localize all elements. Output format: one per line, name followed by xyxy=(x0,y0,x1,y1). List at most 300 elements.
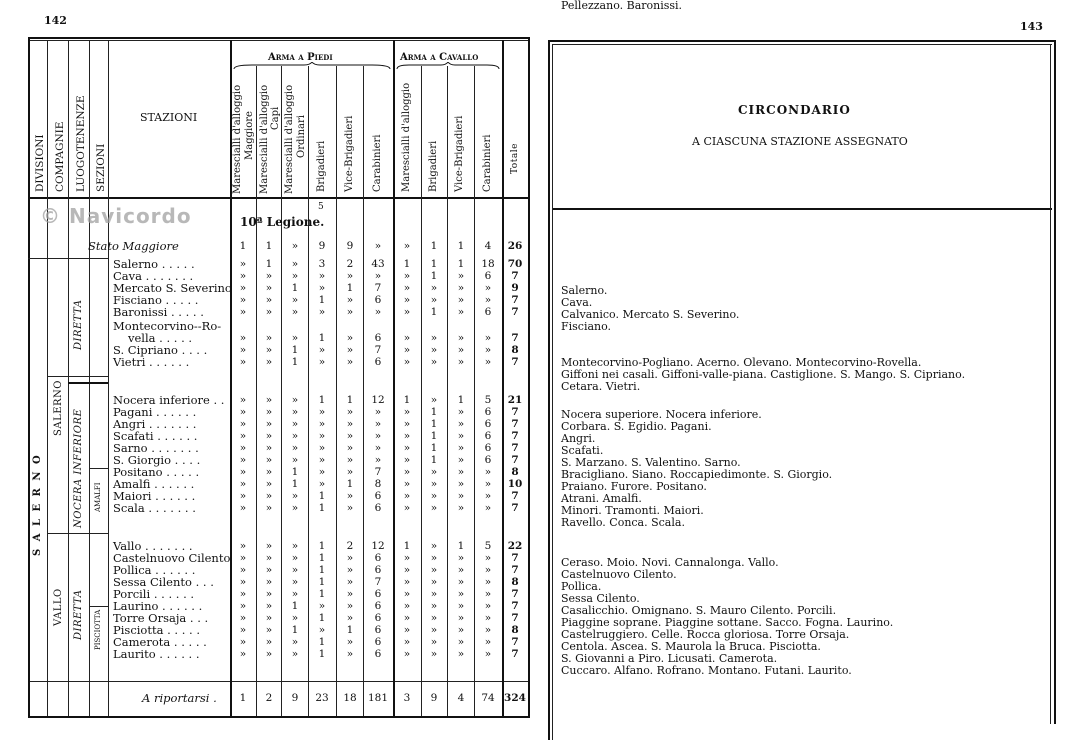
table-cell: » xyxy=(403,294,411,306)
table-cell: » xyxy=(318,344,326,356)
table-cell: 7 xyxy=(511,418,519,430)
table-cell: » xyxy=(430,648,438,660)
table-cell: 8 xyxy=(511,344,519,356)
table-cell: 1 xyxy=(346,478,354,490)
table-cell: » xyxy=(291,418,299,430)
table-cell: » xyxy=(457,466,465,478)
circondario-entry: Ceraso. Moio. Novi. Cannalonga. Vallo. xyxy=(561,556,779,569)
station-name: Positano . . . . . xyxy=(113,465,200,479)
table-cell: » xyxy=(318,442,326,454)
table-cell: 6 xyxy=(484,406,492,418)
table-cell: 2 xyxy=(265,692,273,704)
table-cell: 1 xyxy=(291,282,299,294)
col-header-mar-ord: Marescialli d'alloggio xyxy=(284,84,295,194)
table-cell: » xyxy=(346,356,354,368)
table-cell: » xyxy=(457,576,465,588)
table-cell: 8 xyxy=(511,466,519,478)
table-cell: » xyxy=(291,430,299,442)
table-cell: 6 xyxy=(374,356,382,368)
table-cell: 6 xyxy=(374,624,382,636)
table-cell: » xyxy=(318,454,326,466)
table-cell: 6 xyxy=(374,490,382,502)
table-cell: » xyxy=(291,576,299,588)
table-cell: » xyxy=(484,564,492,576)
station-name: Torre Orsaja . . . xyxy=(113,611,209,625)
station-name: Porcili . . . . . . xyxy=(113,587,195,601)
table-cell: 1 xyxy=(318,588,326,600)
table-cell: 70 xyxy=(507,258,523,270)
table-cell: » xyxy=(346,332,354,344)
header-arma-cavallo: Arma a Cavallo xyxy=(400,52,479,63)
table-cell: » xyxy=(291,490,299,502)
table-cell: » xyxy=(265,552,273,564)
table-cell: 7 xyxy=(511,270,519,282)
table-cell: » xyxy=(346,564,354,576)
table-cell: 1 xyxy=(430,240,438,252)
circondario-entry: Ravello. Conca. Scala. xyxy=(561,516,685,529)
table-cell: » xyxy=(239,258,247,270)
table-cell: 1 xyxy=(318,394,326,406)
col-header-totale: Totale xyxy=(510,143,520,174)
table-cell: » xyxy=(403,418,411,430)
col-header-vbrig: Vice-Brigadieri xyxy=(344,115,355,192)
circondario-entry: Piaggine soprane. Piaggine sottane. Sacco. Fogna. Laurino. xyxy=(561,616,894,629)
table-cell: » xyxy=(403,552,411,564)
table-cell: 8 xyxy=(374,478,382,490)
table-cell: » xyxy=(265,406,273,418)
table-cell: 12 xyxy=(371,540,385,552)
group-luog-diretta-2: DIRETTA xyxy=(73,589,84,640)
table-cell: 26 xyxy=(507,240,523,252)
table-cell: » xyxy=(291,332,299,344)
table-cell: » xyxy=(318,356,326,368)
table-cell: 1 xyxy=(265,258,273,270)
table-cell: 6 xyxy=(374,552,382,564)
circondario-entry: Castelruggiero. Celle. Rocca gloriosa. Torre Orsaja. xyxy=(561,628,850,641)
table-cell: » xyxy=(457,624,465,636)
table-cell: » xyxy=(265,454,273,466)
circondario-entry: S. Marzano. S. Valentino. Sarno. xyxy=(561,456,741,469)
table-cell: 4 xyxy=(484,240,492,252)
table-cell: » xyxy=(346,466,354,478)
table-cell: » xyxy=(265,306,273,318)
table-cell: » xyxy=(374,442,382,454)
table-cell: » xyxy=(403,332,411,344)
table-cell: » xyxy=(457,332,465,344)
circondario-entry: Cuccaro. Alfano. Rofrano. Montano. Futani. Laurito. xyxy=(561,664,852,677)
table-cell: » xyxy=(346,502,354,514)
table-cell: 7 xyxy=(374,282,382,294)
table-cell: » xyxy=(430,576,438,588)
table-cell: » xyxy=(265,270,273,282)
table-cell: 23 xyxy=(315,692,329,704)
table-cell: 9 xyxy=(346,240,354,252)
circondario-entry: Minori. Tramonti. Maiori. xyxy=(561,504,704,517)
table-cell: 1 xyxy=(318,294,326,306)
table-cell: 5 xyxy=(484,394,492,406)
table-cell: 7 xyxy=(511,332,519,344)
circondario-entry: Castelnuovo Cilento. xyxy=(561,568,677,581)
table-cell: » xyxy=(430,502,438,514)
table-cell: 1 xyxy=(403,394,411,406)
table-cell: » xyxy=(484,552,492,564)
table-cell: 9 xyxy=(430,692,438,704)
group-company-salerno: SALERNO xyxy=(53,380,64,436)
table-cell: 1 xyxy=(318,540,326,552)
table-cell: » xyxy=(239,270,247,282)
table-cell: 7 xyxy=(511,356,519,368)
table-cell: 6 xyxy=(374,564,382,576)
circondario-entry: Salerno. xyxy=(561,284,608,297)
station-name: Laurino . . . . . . xyxy=(113,599,203,613)
station-name: Amalfi . . . . . . xyxy=(113,477,195,491)
table-cell: 1 xyxy=(291,624,299,636)
table-cell: 1 xyxy=(239,240,247,252)
table-cell: » xyxy=(374,306,382,318)
table-cell: 1 xyxy=(430,454,438,466)
table-cell: » xyxy=(318,466,326,478)
table-cell: 1 xyxy=(291,344,299,356)
table-cell: » xyxy=(430,564,438,576)
table-cell: » xyxy=(239,624,247,636)
circondario-entry: Atrani. Amalfi. xyxy=(561,492,642,505)
table-cell: » xyxy=(457,430,465,442)
table-cell: » xyxy=(318,406,326,418)
table-cell: » xyxy=(430,466,438,478)
station-name: Mercato S. Severino xyxy=(113,281,232,295)
table-cell: » xyxy=(457,648,465,660)
table-cell: » xyxy=(265,418,273,430)
table-cell: 9 xyxy=(511,282,519,294)
table-cell: » xyxy=(484,282,492,294)
table-cell: » xyxy=(239,454,247,466)
table-cell: » xyxy=(484,478,492,490)
table-cell: » xyxy=(430,636,438,648)
station-name: Camerota . . . . . xyxy=(113,635,207,649)
table-cell: » xyxy=(265,624,273,636)
group-luog-nocera: NOCERA INFERIORE xyxy=(73,408,84,528)
table-cell: » xyxy=(239,306,247,318)
table-cell: » xyxy=(457,282,465,294)
table-cell: » xyxy=(484,576,492,588)
table-cell: » xyxy=(318,430,326,442)
table-cell: » xyxy=(265,394,273,406)
table-cell: » xyxy=(318,418,326,430)
table-cell: » xyxy=(291,454,299,466)
table-cell: » xyxy=(457,612,465,624)
table-cell: 7 xyxy=(511,612,519,624)
table-cell: » xyxy=(403,306,411,318)
table-cell: 6 xyxy=(484,454,492,466)
table-cell: 1 xyxy=(430,258,438,270)
table-cell: » xyxy=(346,344,354,356)
table-cell: » xyxy=(265,490,273,502)
group-luog-diretta-1: DIRETTA xyxy=(73,299,84,350)
table-cell: » xyxy=(457,294,465,306)
table-cell: » xyxy=(457,454,465,466)
table-cell: 6 xyxy=(374,294,382,306)
table-cell: » xyxy=(430,540,438,552)
table-cell: » xyxy=(346,600,354,612)
table-cell: » xyxy=(403,600,411,612)
table-cell: 1 xyxy=(403,540,411,552)
table-cell: » xyxy=(457,502,465,514)
table-cell: » xyxy=(346,588,354,600)
table-cell: » xyxy=(484,600,492,612)
table-cell: » xyxy=(291,294,299,306)
circondario-entry: Giffoni nei casali. Giffoni-valle-piana. Castiglione. S. Mango. S. Cipriano. xyxy=(561,368,966,381)
table-cell: 1 xyxy=(430,430,438,442)
table-cell: » xyxy=(265,600,273,612)
brace-cavallo-icon xyxy=(395,62,501,70)
table-cell: 4 xyxy=(457,692,465,704)
table-cell: » xyxy=(239,588,247,600)
table-cell: 3 xyxy=(318,258,326,270)
table-cell: » xyxy=(430,332,438,344)
table-cell: 1 xyxy=(318,332,326,344)
group-sez-amalfi: AMALFI xyxy=(94,482,102,512)
table-cell: 181 xyxy=(367,692,389,704)
table-cell: » xyxy=(265,344,273,356)
table-cell: » xyxy=(430,344,438,356)
circondario-entry: Cava. xyxy=(561,296,593,309)
table-cell: » xyxy=(239,600,247,612)
table-cell: 12 xyxy=(371,394,385,406)
table-cell: 1 xyxy=(346,282,354,294)
table-cell: 7 xyxy=(511,294,519,306)
table-cell: » xyxy=(346,612,354,624)
table-cell: » xyxy=(457,406,465,418)
table-cell: 2 xyxy=(346,258,354,270)
circondario-title: CIRCONDARIO xyxy=(738,103,851,117)
table-cell: 1 xyxy=(318,552,326,564)
col-header-c-brig: Brigadieri xyxy=(428,140,439,192)
table-cell: 7 xyxy=(511,600,519,612)
table-cell: » xyxy=(291,552,299,564)
table-cell: 74 xyxy=(481,692,495,704)
table-cell: 6 xyxy=(484,270,492,282)
table-cell: » xyxy=(346,576,354,588)
brace-piedi-icon xyxy=(232,62,392,70)
table-cell: 8 xyxy=(511,576,519,588)
table-cell: » xyxy=(239,612,247,624)
table-cell: 7 xyxy=(511,648,519,660)
station-name: S. Giorgio . . . . xyxy=(113,453,201,467)
col-header-c-vbrig: Vice-Brigadieri xyxy=(454,115,465,192)
table-cell: » xyxy=(484,344,492,356)
table-cell: » xyxy=(484,466,492,478)
table-cell: » xyxy=(291,612,299,624)
station-name: S. Cipriano . . . . xyxy=(113,343,208,357)
station-name: Laurito . . . . . . xyxy=(113,647,200,661)
col-header-c-mar: Marescialli d'alloggio xyxy=(401,82,412,192)
table-cell: » xyxy=(430,612,438,624)
table-cell: » xyxy=(484,294,492,306)
table-cell: 6 xyxy=(374,648,382,660)
table-cell: » xyxy=(457,588,465,600)
table-cell: 10 xyxy=(507,478,523,490)
table-cell: » xyxy=(239,294,247,306)
table-cell: 1 xyxy=(318,636,326,648)
table-cell: » xyxy=(430,600,438,612)
station-name: Vietri . . . . . . xyxy=(113,355,190,369)
circondario-subtitle: A CIASCUNA STAZIONE ASSEGNATO xyxy=(692,135,908,148)
circondario-entry: Pellezzano. Baronissi. xyxy=(561,0,683,12)
table-cell: » xyxy=(457,552,465,564)
table-cell: » xyxy=(484,356,492,368)
station-name: Baronissi . . . . . xyxy=(113,305,204,319)
table-cell: » xyxy=(291,540,299,552)
table-cell: 7 xyxy=(511,564,519,576)
table-cell: 7 xyxy=(511,588,519,600)
table-cell: » xyxy=(239,282,247,294)
table-cell: » xyxy=(457,442,465,454)
table-cell: » xyxy=(239,502,247,514)
group-division-salerno: S A L E R N O xyxy=(32,453,43,556)
station-name: Angri . . . . . . . xyxy=(113,417,197,431)
table-cell: » xyxy=(239,356,247,368)
table-cell: » xyxy=(346,552,354,564)
station-name: Nocera inferiore . . xyxy=(113,393,225,407)
table-cell: » xyxy=(403,588,411,600)
table-cell: » xyxy=(291,442,299,454)
table-cell: » xyxy=(291,636,299,648)
table-cell: 6 xyxy=(374,612,382,624)
header-luogotenenze: LUOGOTENENZE xyxy=(75,95,87,192)
col-header-mar-capi-2: Capi xyxy=(270,106,281,130)
table-cell: » xyxy=(484,502,492,514)
table-cell: » xyxy=(403,478,411,490)
table-cell: » xyxy=(457,478,465,490)
station-name: Pollica . . . . . . xyxy=(113,563,196,577)
table-cell: 1 xyxy=(318,576,326,588)
table-cell: » xyxy=(265,612,273,624)
table-cell: » xyxy=(291,306,299,318)
table-cell: 7 xyxy=(511,306,519,318)
table-cell: 18 xyxy=(343,692,357,704)
group-sez-pisciotta: PISCIOTTA xyxy=(94,609,102,650)
table-cell: » xyxy=(457,270,465,282)
table-cell: » xyxy=(484,588,492,600)
station-name: Fisciano . . . . . xyxy=(113,293,199,307)
table-cell: » xyxy=(346,442,354,454)
table-cell: 1 xyxy=(318,502,326,514)
station-name: Scala . . . . . . . xyxy=(113,501,196,515)
station-name: Pisciotta . . . . . xyxy=(113,623,201,637)
table-cell: » xyxy=(430,478,438,490)
circondario-entry: Montecorvino-Pogliano. Acerno. Olevano. Montecorvino-Rovella. xyxy=(561,356,922,369)
table-cell: 9 xyxy=(318,240,326,252)
table-cell: 1 xyxy=(291,356,299,368)
table-cell: » xyxy=(318,270,326,282)
table-cell: 6 xyxy=(374,588,382,600)
table-cell: » xyxy=(430,588,438,600)
table-cell: 22 xyxy=(507,540,523,552)
table-cell: » xyxy=(403,576,411,588)
table-cell: » xyxy=(403,454,411,466)
table-cell: » xyxy=(239,466,247,478)
table-cell: 1 xyxy=(457,240,465,252)
table-cell: » xyxy=(457,306,465,318)
table-cell: » xyxy=(403,564,411,576)
table-cell: » xyxy=(430,394,438,406)
circondario-entry: Sessa Cilento. xyxy=(561,592,640,605)
table-cell: » xyxy=(291,502,299,514)
station-name: Sessa Cilento . . . xyxy=(113,575,214,589)
table-cell: 1 xyxy=(457,540,465,552)
table-cell: » xyxy=(291,240,299,252)
legione-title: 10ª Legione. xyxy=(240,215,325,229)
table-cell: » xyxy=(265,466,273,478)
table-cell: » xyxy=(346,454,354,466)
table-cell: » xyxy=(265,430,273,442)
table-cell: 2 xyxy=(346,540,354,552)
table-cell: » xyxy=(265,588,273,600)
table-cell: 6 xyxy=(484,430,492,442)
table-cell: » xyxy=(291,564,299,576)
table-cell: » xyxy=(291,588,299,600)
table-cell: 1 xyxy=(457,258,465,270)
circondario-entry: Bracigliano. Siano. Roccapiedimonte. S. Giorgio. xyxy=(561,468,833,481)
table-cell: » xyxy=(239,442,247,454)
table-cell: 7 xyxy=(374,466,382,478)
header-arma-piedi: Arma a Piedi xyxy=(268,52,333,63)
header-stazioni: STAZIONI xyxy=(140,111,198,124)
table-cell: » xyxy=(403,502,411,514)
table-cell: 1 xyxy=(239,692,247,704)
table-cell: » xyxy=(403,612,411,624)
legione-number: 5 xyxy=(318,202,324,212)
col-header-mar-magg-2: Maggiore xyxy=(244,111,255,160)
station-name: Sarno . . . . . . . xyxy=(113,441,199,455)
page-number-right: 143 xyxy=(1020,20,1043,33)
table-cell: 1 xyxy=(403,258,411,270)
table-cell: » xyxy=(484,332,492,344)
table-cell: » xyxy=(457,356,465,368)
station-name: Vallo . . . . . . . xyxy=(113,539,193,553)
station-name: vella . . . . . xyxy=(128,331,193,345)
table-cell: » xyxy=(403,636,411,648)
table-cell: 8 xyxy=(511,624,519,636)
table-cell: 7 xyxy=(511,636,519,648)
table-cell: » xyxy=(457,344,465,356)
table-cell: » xyxy=(484,490,492,502)
table-cell: 9 xyxy=(291,692,299,704)
table-cell: 324 xyxy=(504,692,526,704)
station-name: Castelnuovo Cilento xyxy=(113,551,231,565)
circondario-entry: Angri. xyxy=(561,432,596,445)
table-cell: » xyxy=(318,282,326,294)
group-company-vallo: VALLO xyxy=(53,588,64,626)
table-cell: » xyxy=(403,490,411,502)
table-cell: 3 xyxy=(403,692,411,704)
table-cell: » xyxy=(346,430,354,442)
circondario-entry: Nocera superiore. Nocera inferiore. xyxy=(561,408,762,421)
table-cell: 7 xyxy=(374,576,382,588)
table-cell: 6 xyxy=(484,418,492,430)
table-cell: » xyxy=(430,552,438,564)
table-cell: » xyxy=(239,478,247,490)
table-cell: » xyxy=(403,430,411,442)
table-cell: » xyxy=(346,490,354,502)
table-cell: 1 xyxy=(430,442,438,454)
station-name: Stato Maggiore xyxy=(88,239,179,253)
table-cell: 1 xyxy=(430,418,438,430)
table-cell: » xyxy=(374,270,382,282)
table-cell: » xyxy=(484,624,492,636)
table-cell: » xyxy=(374,240,382,252)
table-cell: » xyxy=(265,356,273,368)
